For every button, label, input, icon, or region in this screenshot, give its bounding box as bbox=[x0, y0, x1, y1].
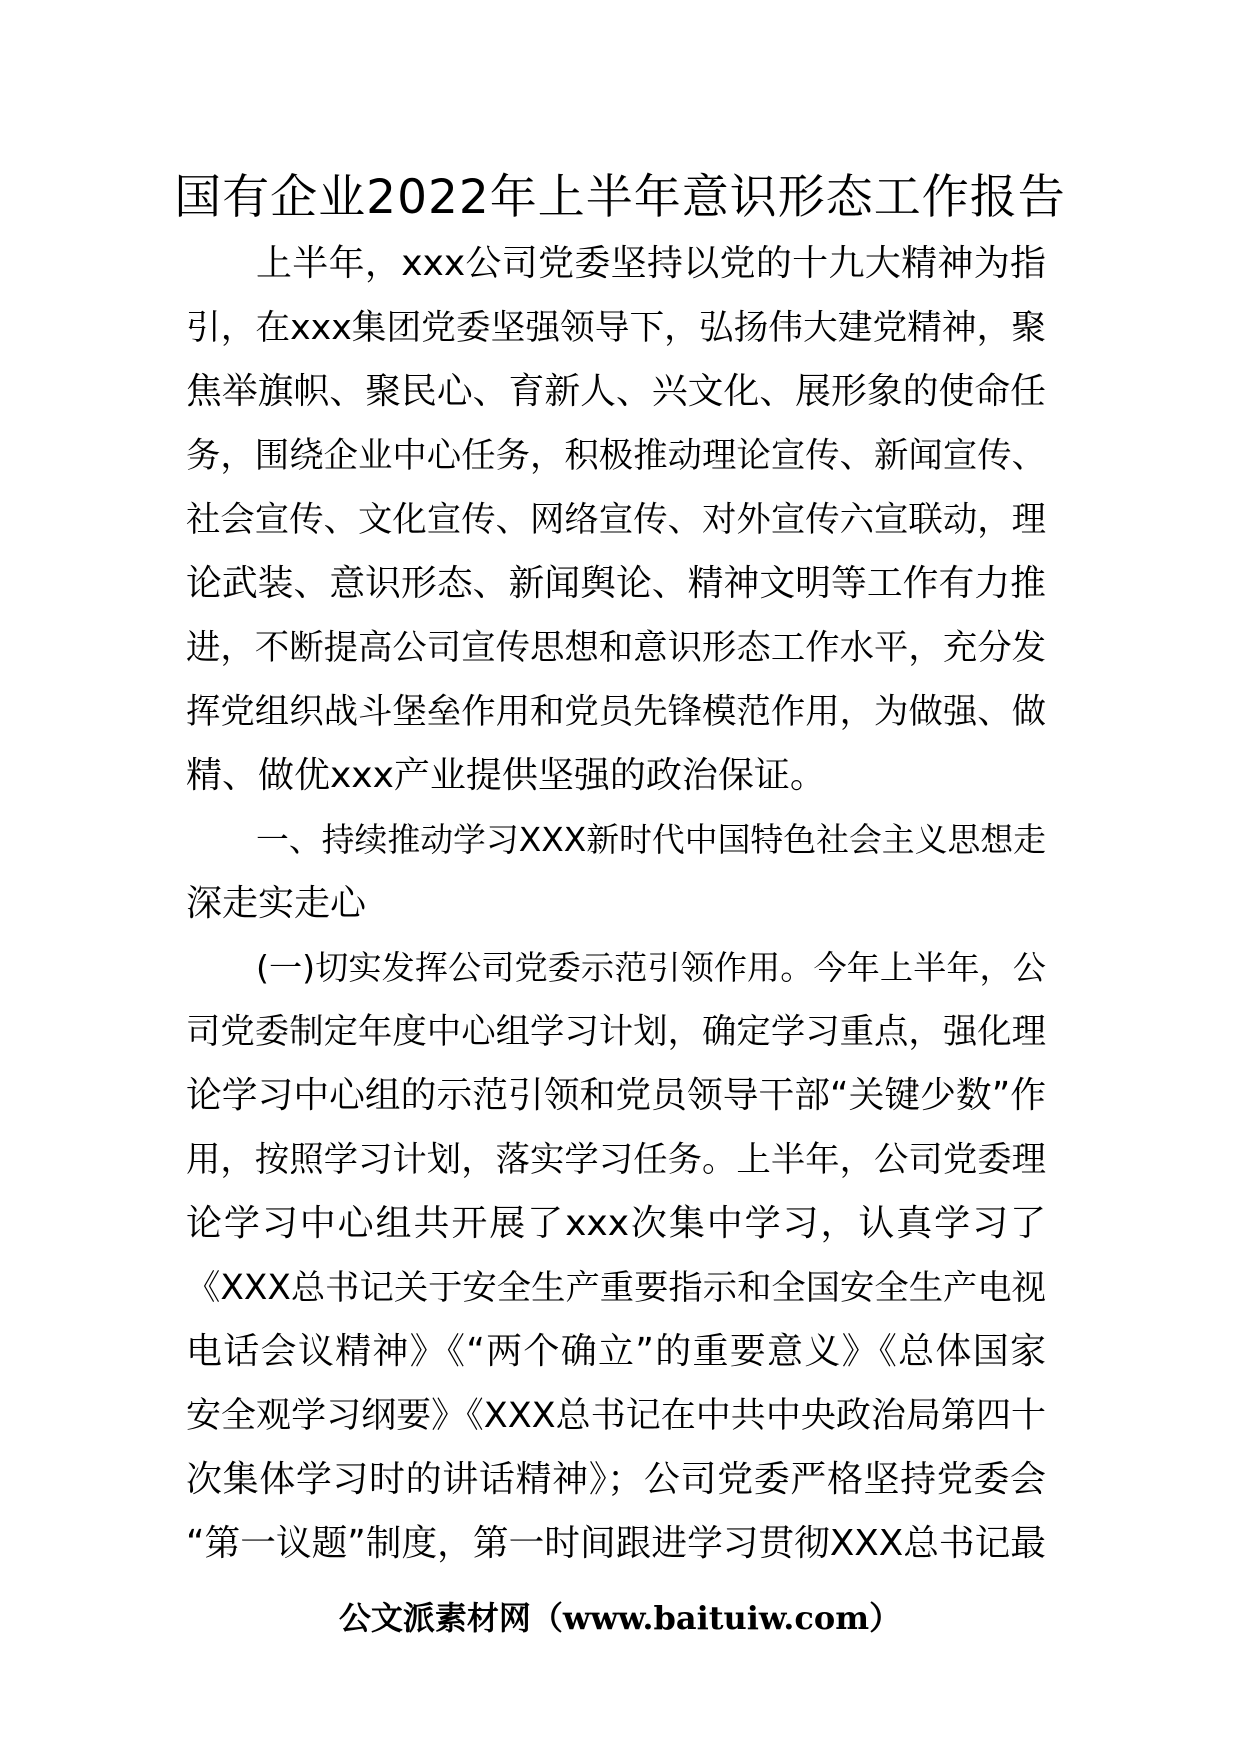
body-line: 论学习中心组的示范引领和党员领导干部“关键少数”作 bbox=[186, 1075, 1046, 1116]
body-line: 焦举旗帜、聚民心、育新人、兴文化、展形象的使命任 bbox=[186, 371, 1046, 412]
body-line: 引，在xxx集团党委坚强领导下，弘扬伟大建党精神，聚 bbox=[186, 308, 1046, 348]
section-heading-line: 深走实走心 bbox=[186, 883, 367, 924]
body-line: 论学习中心组共开展了xxx次集中学习，认真学习了 bbox=[186, 1203, 1046, 1244]
footer-watermark: 公文派素材网（www.baituiw.com） bbox=[338, 1599, 902, 1637]
body-line: 用，按照学习计划，落实学习任务。上半年，公司党委理 bbox=[186, 1140, 1046, 1180]
body-line: 司党委制定年度中心组学习计划，确定学习重点，强化理 bbox=[186, 1012, 1046, 1052]
body-line: 次集体学习时的讲话精神》；公司党委严格坚持党委会 bbox=[186, 1459, 1046, 1500]
body-line: 社会宣传、文化宣传、网络宣传、对外宣传六宣联动，理 bbox=[186, 500, 1046, 540]
body-line: 进，不断提高公司宣传思想和意识形态工作水平，充分发 bbox=[186, 628, 1046, 668]
document-title: 国有企业2022年上半年意识形态工作报告 bbox=[174, 170, 1066, 225]
body-line: 精、做优xxx产业提供坚强的政治保证。 bbox=[186, 755, 826, 796]
body-line: 挥党组织战斗堡垒作用和党员先锋模范作用，为做强、做 bbox=[186, 692, 1046, 732]
document-body bbox=[186, 232, 1046, 1576]
body-line: 务，围绕企业中心任务，积极推动理论宣传、新闻宣传、 bbox=[186, 436, 1046, 476]
body-line: “第一议题”制度，第一时间跟进学习贯彻XXX总书记最 bbox=[186, 1523, 1046, 1564]
body-line: 《XXX总书记关于安全生产重要指示和全国安全生产电视 bbox=[186, 1268, 1046, 1308]
body-line: (一)切实发挥公司党委示范引领作用。今年上半年，公 bbox=[256, 948, 1046, 987]
body-line: 上半年，xxx公司党委坚持以党的十九大精神为指 bbox=[256, 243, 1046, 284]
body-line: 电话会议精神》《“两个确立”的重要意义》《总体国家 bbox=[186, 1331, 1046, 1372]
body-line: 安全观学习纲要》《XXX总书记在中共中央政治局第四十 bbox=[186, 1395, 1046, 1436]
body-line: 论武装、意识形态、新闻舆论、精神文明等工作有力推 bbox=[186, 563, 1046, 604]
section-heading-line: 一、持续推动学习XXX新时代中国特色社会主义思想走 bbox=[256, 821, 1046, 859]
